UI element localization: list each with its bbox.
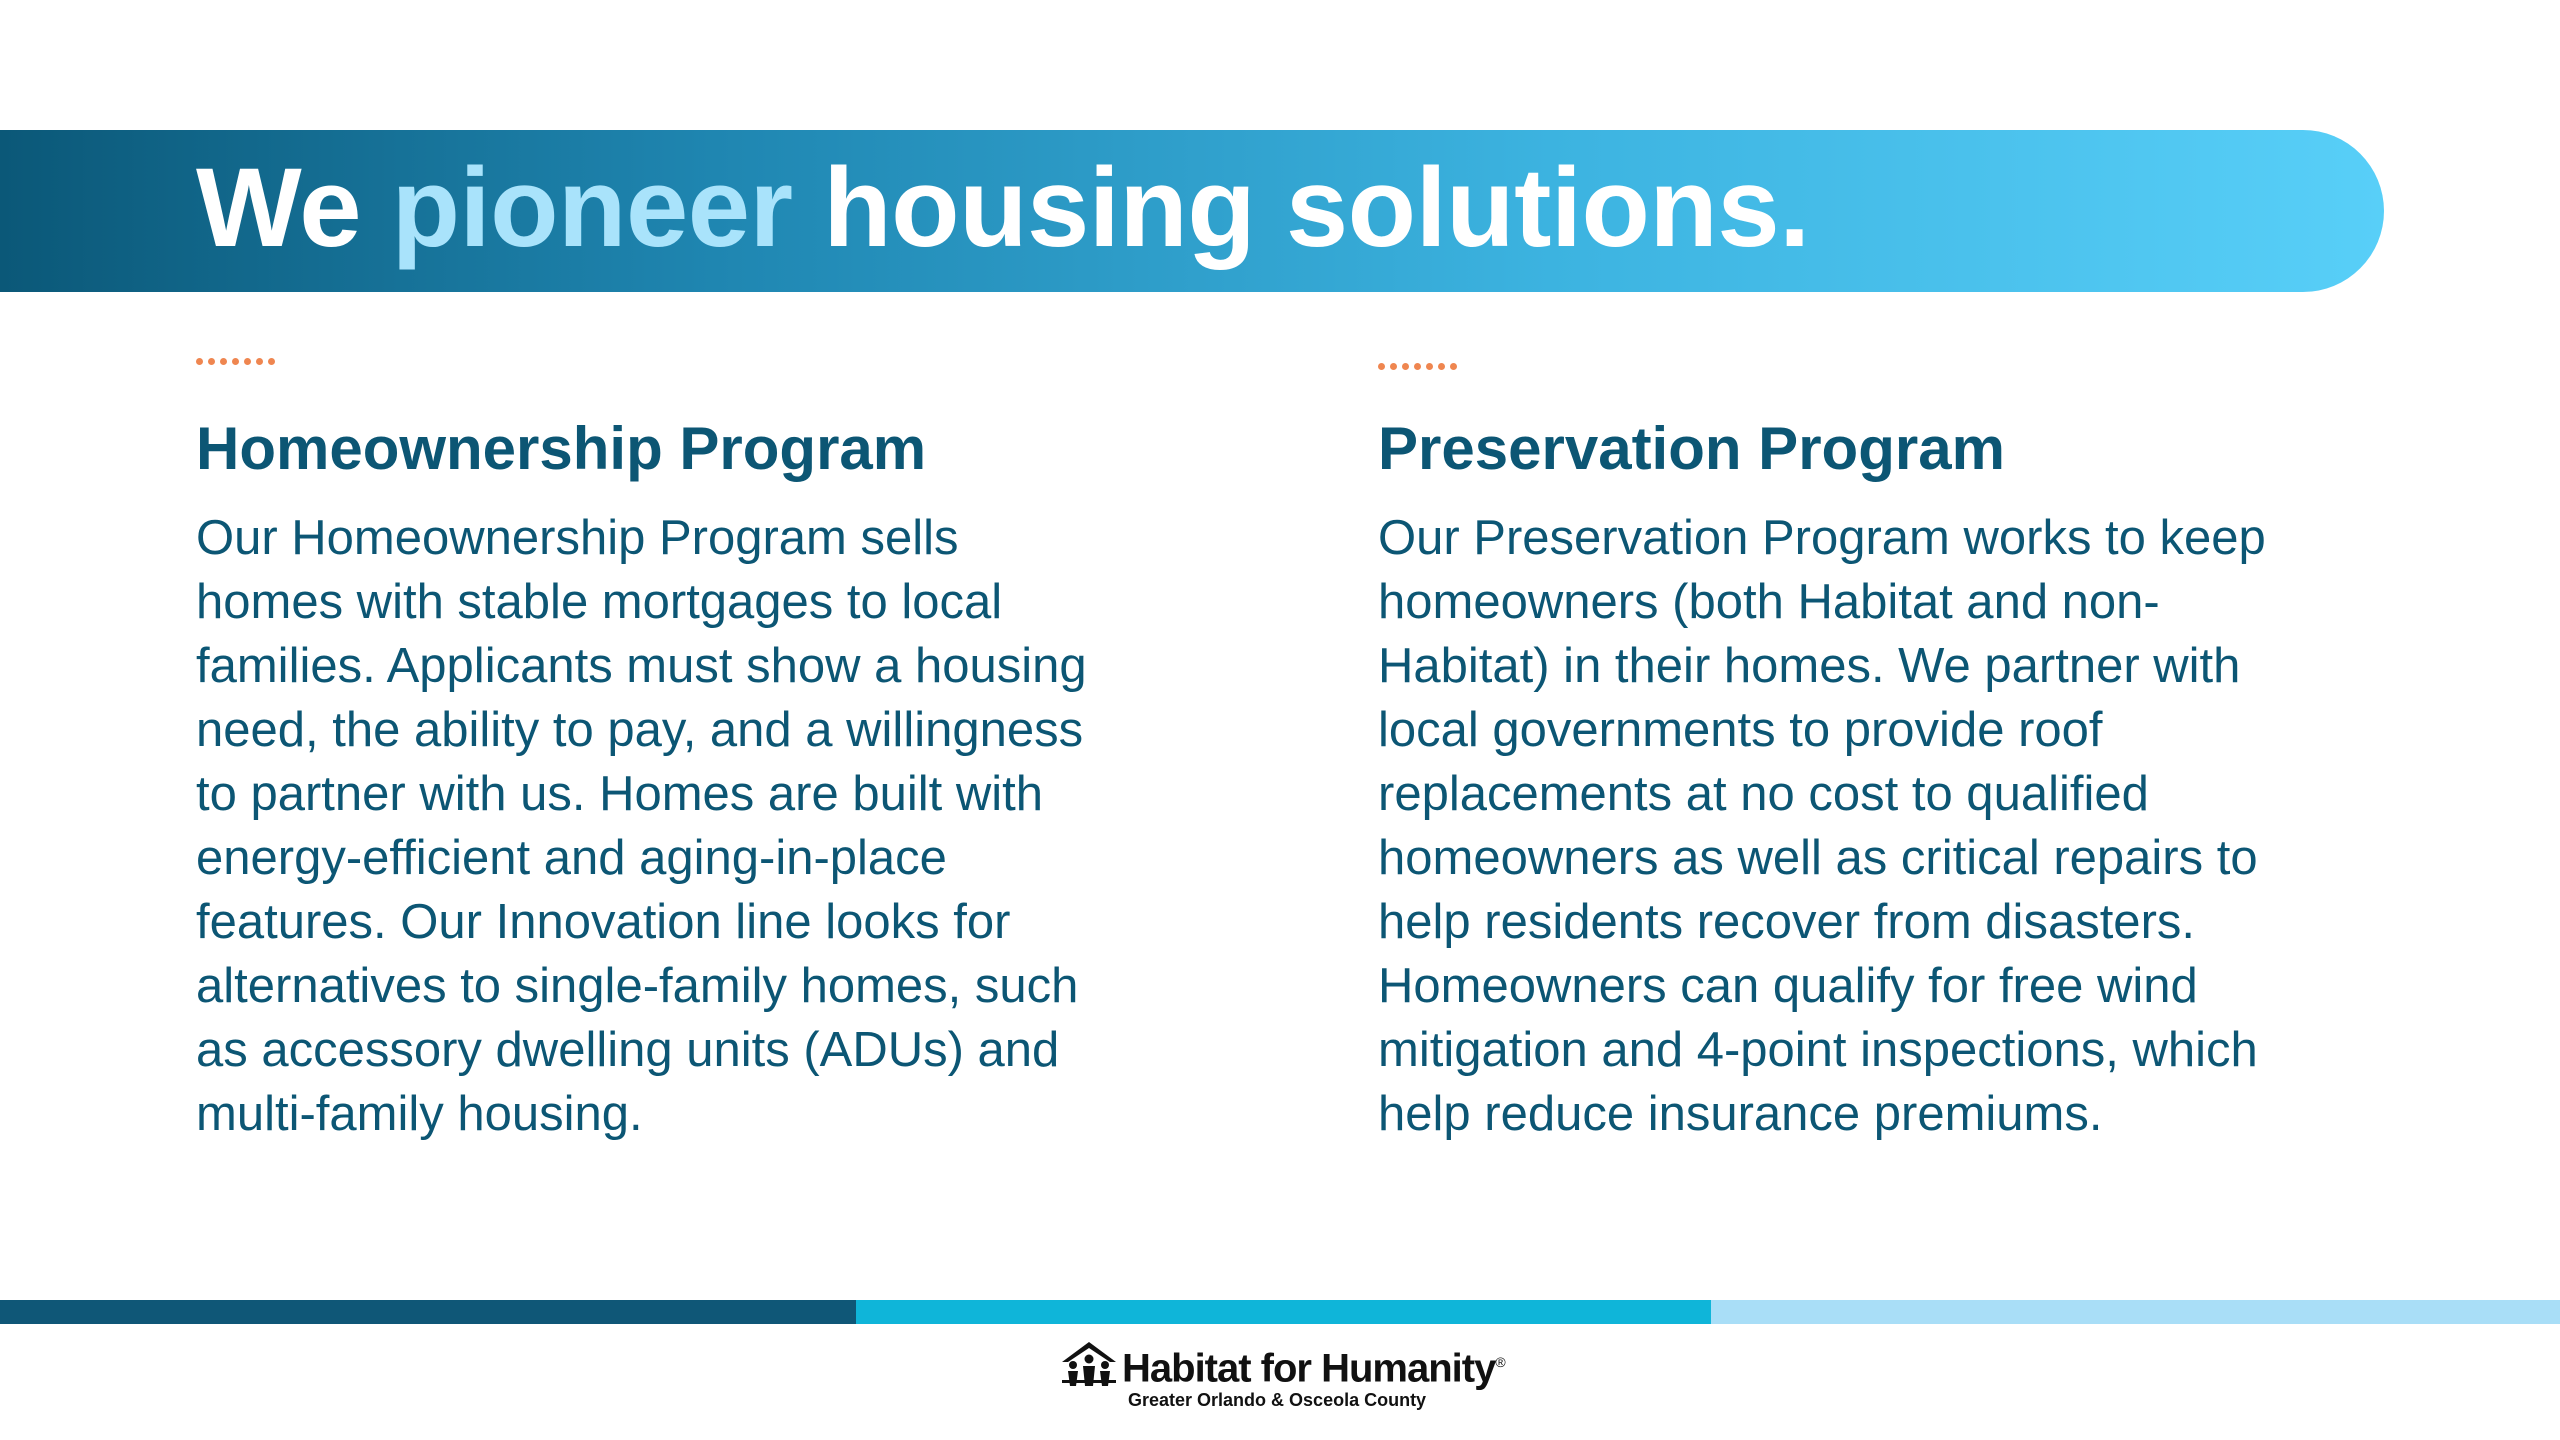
homeownership-body: Our Homeownership Program sells homes with stable mortgages to local families. Applicants must show a housing need, the ability to pay, and a willingness to partner with us. Homes are built with energy-efficient and aging-in-place features. Our Innovation line looks for alternatives to single-family homes, such as accessory dwelling units (ADUs) and multi-family housing. [196,511,1087,1141]
homeownership-heading: Homeownership Program [196,415,927,482]
habitat-logo [1060,1338,1505,1418]
title-accent-word: pioneer [391,145,793,270]
title-prefix: We [196,145,361,270]
habitat-houses-people-icon [1060,1340,1118,1386]
preservation-heading: Preservation Program [1378,415,2005,482]
logo-registered-mark: ® [1495,1354,1505,1370]
homeownership-column [196,358,1196,1146]
preservation-body: Our Preservation Program works to keep homeowners (both Habitat and non- Habitat) in their homes. We partner with local governments to provide roof replacements at no cost to qualified homeowners as well as critical repairs to help residents recover from disasters. Homeowners can qualify for free wind mitigation and 4-point inspections, which help reduce insurance premiums. [1378,511,2266,1141]
preservation-column [1378,358,2378,1146]
title-suffix: housing solutions. [823,145,1810,270]
dotted-accent-divider [1378,363,2378,375]
footer-stripe-light [1711,1300,2560,1324]
footer-stripe-mid [856,1300,1711,1324]
dotted-accent-divider [196,358,1196,370]
footer-stripe-dark [0,1300,856,1324]
logo-subtitle: Greater Orlando & Osceola County [1128,1390,1427,1410]
logo-name: Habitat for Humanity [1122,1346,1496,1391]
slide-title [196,143,1810,273]
